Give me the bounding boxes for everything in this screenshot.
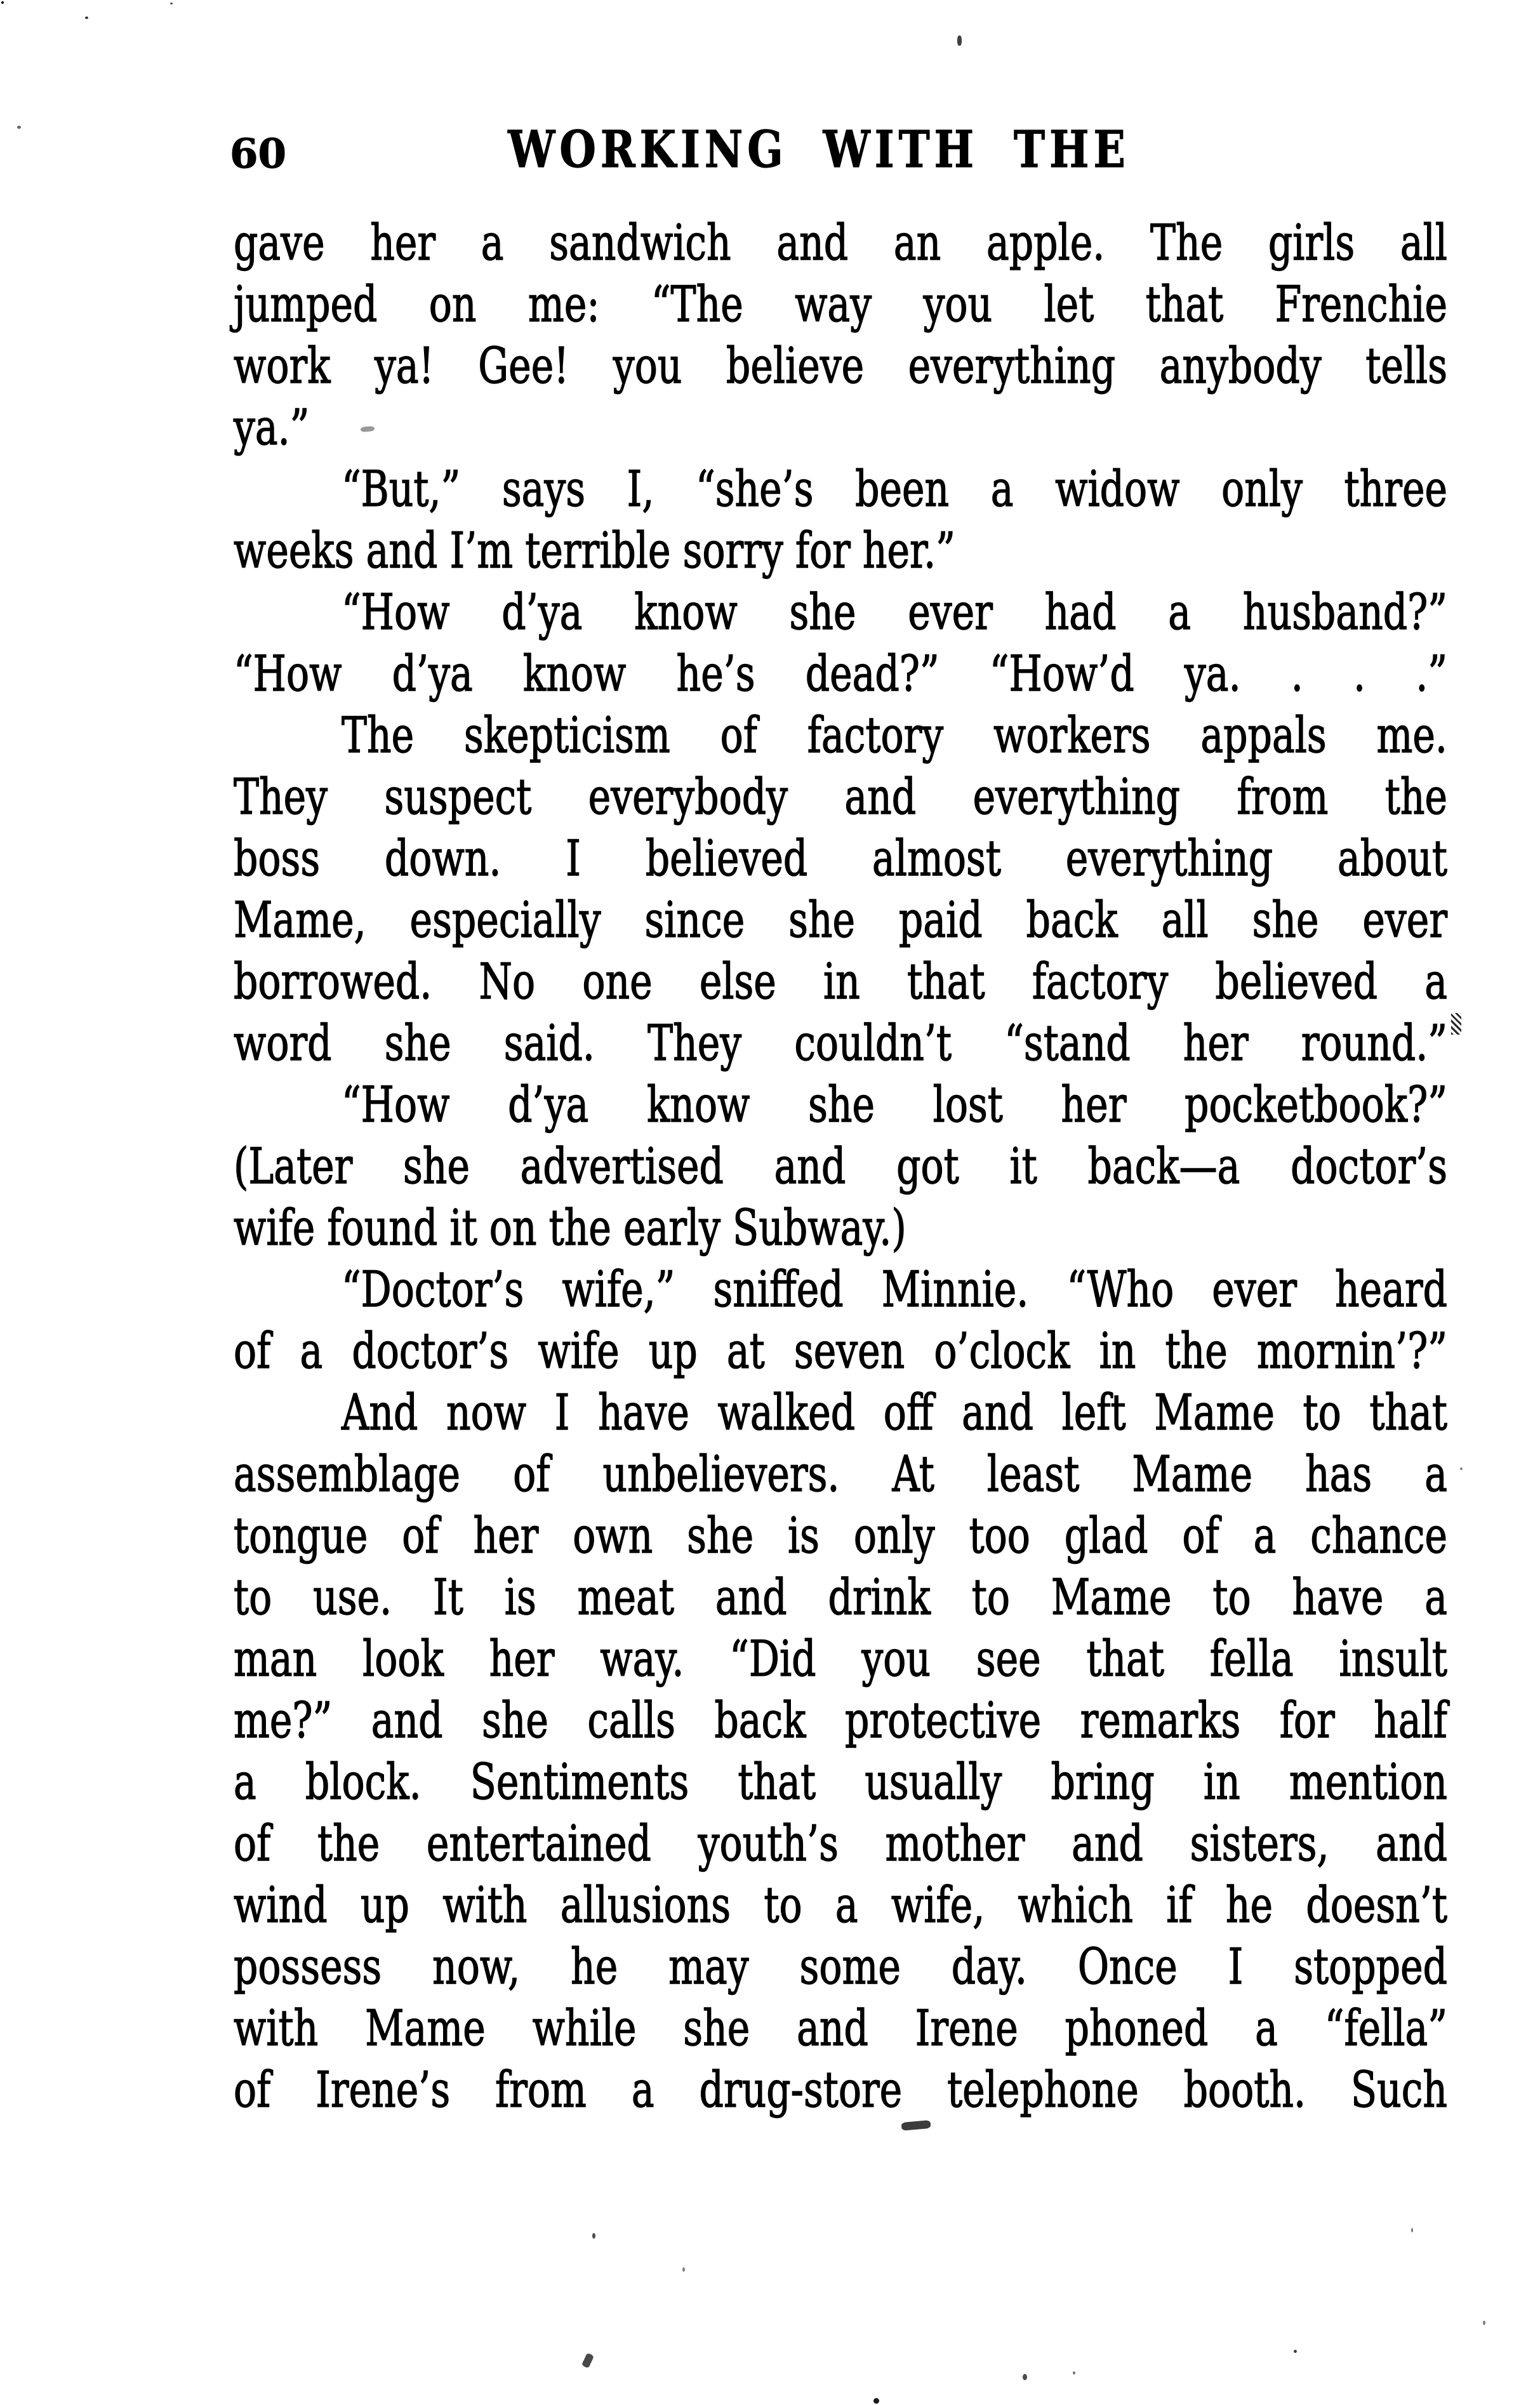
ink-smudge bbox=[581, 2352, 594, 2368]
body-text bbox=[234, 213, 1447, 2121]
page-number: 60 bbox=[230, 130, 287, 178]
text-line: “Doctor’s wife,” sniffed Minnie. “Who ever heard bbox=[342, 1261, 1447, 1319]
ink-speck bbox=[1460, 1468, 1463, 1470]
text-line: “How d’ya know he’s dead?” “How’d ya. . . .” bbox=[234, 645, 1447, 703]
text-line: me?” and she calls back protective remarks for half bbox=[234, 1692, 1447, 1750]
ink-speck bbox=[85, 17, 88, 19]
text-line: jumped on me: “The way you let that Frenchie bbox=[234, 275, 1447, 334]
ink-speck bbox=[957, 36, 962, 46]
ink-speck bbox=[1073, 2371, 1075, 2375]
ink-speck bbox=[170, 3, 173, 4]
text-line: borrowed. No one else in that factory believed a bbox=[234, 953, 1447, 1011]
text-line: “But,” says I, “she’s been a widow only three bbox=[342, 460, 1447, 519]
text-line: to use. It is meat and drink to Mame to have a bbox=[234, 1568, 1447, 1627]
ink-speck bbox=[592, 2233, 595, 2239]
text-line: man look her way. “Did you see that fella insult bbox=[234, 1630, 1447, 1688]
text-line: a block. Sentiments that usually bring in mention bbox=[234, 1753, 1447, 1812]
text-line: with Mame while she and Irene phoned a “fella” bbox=[234, 1999, 1447, 2058]
ink-speck bbox=[1483, 2321, 1485, 2325]
ink-smudge bbox=[1451, 1013, 1461, 1035]
text-line: They suspect everybody and everything from the bbox=[234, 768, 1447, 826]
text-line: work ya! Gee! you believe everything anybody tells bbox=[234, 337, 1447, 395]
ink-speck bbox=[1, 1, 4, 4]
text-line: Mame, especially since she paid back all she ever bbox=[234, 891, 1447, 950]
text-line: of a doctor’s wife up at seven o’clock in the mornin’?” bbox=[234, 1322, 1447, 1381]
text-line: “How d’ya know she ever had a husband?” bbox=[342, 583, 1447, 642]
ink-speck bbox=[1294, 2350, 1297, 2353]
text-line: And now I have walked off and left Mame to that bbox=[342, 1384, 1447, 1442]
text-line: tongue of her own she is only too glad of a chance bbox=[234, 1507, 1447, 1565]
ink-speck bbox=[17, 126, 21, 129]
text-line: weeks and I’m terrible sorry for her.” bbox=[234, 522, 955, 580]
ink-speck bbox=[682, 2267, 685, 2272]
text-line: of the entertained youth’s mother and sisters, and bbox=[234, 1815, 1447, 1873]
running-header: WORKING WITH THE bbox=[508, 119, 1130, 180]
ink-speck bbox=[1411, 2228, 1413, 2232]
text-line: (Later she advertised and got it back—a doctor’s bbox=[234, 1137, 1447, 1196]
text-line: ya.” bbox=[234, 399, 310, 457]
text-line: possess now, he may some day. Once I stopped bbox=[234, 1938, 1447, 1996]
text-line: wind up with allusions to a wife, which if he doesn’t bbox=[234, 1876, 1447, 1935]
text-line: assemblage of unbelievers. At least Mame has a bbox=[234, 1445, 1447, 1504]
ink-speck bbox=[1023, 2374, 1027, 2380]
text-line: boss down. I believed almost everything about bbox=[234, 830, 1447, 888]
text-line: “How d’ya know she lost her pocketbook?” bbox=[342, 1076, 1447, 1134]
text-line: word she said. They couldn’t “stand her round.” bbox=[234, 1014, 1447, 1073]
text-line: wife found it on the early Subway.) bbox=[234, 1199, 906, 1257]
text-line: The skepticism of factory workers appals me. bbox=[342, 706, 1447, 765]
text-line: gave her a sandwich and an apple. The girls all bbox=[234, 214, 1447, 272]
text-line: of Irene’s from a drug-store telephone booth. Such bbox=[234, 2061, 1447, 2119]
ink-speck bbox=[873, 2398, 879, 2404]
